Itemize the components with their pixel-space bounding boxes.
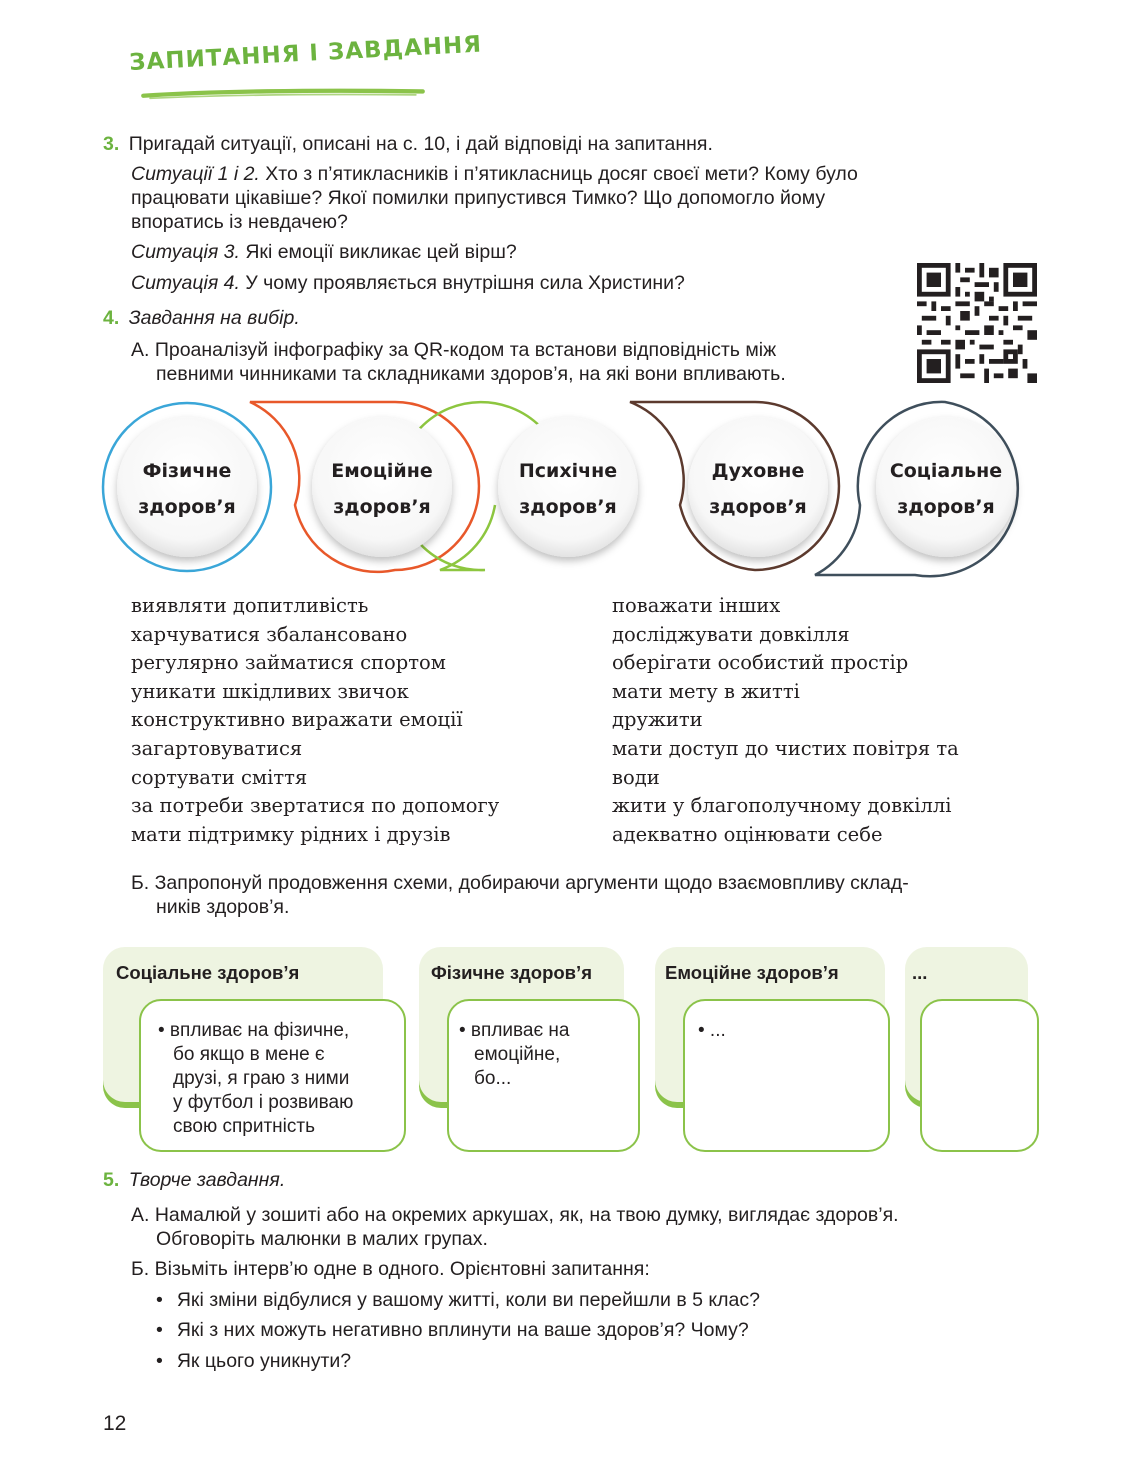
question-item bbox=[156, 1288, 760, 1312]
factor-item: харчуватися збалансовано bbox=[131, 622, 408, 646]
card-line: • впливає на bbox=[459, 1020, 570, 1041]
factor-item: поважати інших bbox=[612, 594, 781, 617]
circle-social-line2: здоров’я bbox=[897, 496, 995, 518]
page-number: 12 bbox=[103, 1412, 127, 1435]
bullet-icon: • bbox=[156, 1350, 163, 1372]
task-5b: Б. Візьміть інтерв’ю одне в одного. Орієнтовні запитання: bbox=[131, 1258, 650, 1280]
factor-item: загартовуватися bbox=[131, 736, 303, 760]
factor-item: оберігати особистий простір bbox=[612, 651, 909, 675]
situation-12-line1: Хто з п’ятикласників і п’ятикласниць досяг своєї мети? Кому було bbox=[259, 163, 858, 185]
situation-12-label: Ситуації 1 і 2. bbox=[131, 163, 260, 185]
situation-12-line2: працювати цікавіше? Якої помилки припустився Тимко? Що допомогло йому bbox=[131, 187, 826, 209]
task-5a-line2: Обговоріть малюнки в малих групах. bbox=[156, 1228, 488, 1250]
card-social-title: Соціальне здоров’я bbox=[116, 962, 300, 983]
factor-item: регулярно займатися спортом bbox=[131, 651, 446, 675]
task-4b-line2: ників здоров’я. bbox=[156, 896, 290, 918]
task-4b-line1: Б. Запропонуй продовження схеми, добираючи аргументи щодо взаємовпливу склад- bbox=[131, 872, 909, 894]
circle-label-psychic bbox=[498, 453, 638, 525]
card-line: свою спритність bbox=[173, 1116, 315, 1137]
circle-social-line1: Соціальне bbox=[889, 460, 1003, 482]
factor-item: води bbox=[612, 765, 660, 789]
task-3-situation-3 bbox=[131, 240, 517, 264]
circle-psychic-line1: Психічне bbox=[518, 460, 618, 482]
task-5-title: Творче завдання. bbox=[128, 1169, 286, 1191]
card-more-body bbox=[920, 999, 1039, 1152]
task-4a bbox=[131, 338, 786, 386]
task-4a-line2: певними чинниками та складниками здоров’я, на які вони впливають. bbox=[156, 363, 786, 385]
question-text: Які з них можуть негативно вплинути на ваше здоров’я? Чому? bbox=[176, 1319, 749, 1341]
circle-label-social bbox=[876, 453, 1016, 525]
task-5 bbox=[103, 1168, 285, 1192]
task-3 bbox=[103, 132, 713, 156]
card-emotional-title: Емоційне здоров’я bbox=[665, 962, 839, 983]
card-physical-title: Фізичне здоров’я bbox=[431, 962, 592, 983]
situation-3-text: Які емоції викликає цей вірш? bbox=[239, 241, 517, 263]
qr-code-icon[interactable] bbox=[917, 263, 1037, 383]
question-text: Які зміни відбулися у вашому житті, коли ви перейшли в 5 клас? bbox=[176, 1289, 760, 1311]
factor-item: мати доступ до чистих повітря та bbox=[612, 736, 959, 760]
card-more-title: ... bbox=[912, 962, 928, 983]
card-social-text bbox=[158, 1019, 398, 1139]
task-4b bbox=[131, 871, 909, 919]
factor-item: мати мету в житті bbox=[612, 679, 800, 703]
task-4 bbox=[103, 306, 300, 330]
question-item bbox=[156, 1318, 749, 1342]
circle-emotional-line1: Емоційне bbox=[331, 460, 433, 482]
bullet-icon: • bbox=[156, 1319, 163, 1341]
factor-item: виявляти допитливість bbox=[131, 594, 369, 617]
circle-label-spiritual bbox=[688, 453, 828, 525]
card-line: емоційне, bbox=[474, 1044, 561, 1065]
bullet-icon: • bbox=[156, 1289, 163, 1311]
circle-label-physical bbox=[117, 453, 257, 525]
factor-item: дружити bbox=[612, 708, 703, 732]
card-line: • впливає на фізичне, bbox=[158, 1020, 350, 1041]
situation-3-label: Ситуація 3. bbox=[131, 241, 240, 263]
task-5-number: 5. bbox=[103, 1169, 120, 1191]
circle-label-emotional bbox=[312, 453, 452, 525]
task-5a-line1: А. Намалюй у зошиті або на окремих аркушах, як, на твою думку, виглядає здоров’я. bbox=[131, 1204, 899, 1226]
factor-item: адекватно оцінювати себе bbox=[612, 822, 883, 846]
question-item bbox=[156, 1349, 351, 1373]
circle-psychic-line2: здоров’я bbox=[519, 496, 617, 518]
factor-item: уникати шкідливих звичок bbox=[131, 679, 409, 703]
task-3-text: Пригадай ситуації, описані на с. 10, і дай відповіді на запитання. bbox=[128, 133, 713, 155]
situation-4-text: У чому проявляється внутрішня сила Христини? bbox=[239, 272, 685, 294]
card-line: • ... bbox=[698, 1020, 726, 1041]
card-line: бо... bbox=[474, 1068, 512, 1089]
situation-4-label: Ситуація 4. bbox=[131, 272, 240, 294]
factors-left-list bbox=[131, 592, 591, 849]
card-emotional-text bbox=[698, 1019, 878, 1043]
circle-physical-line2: здоров’я bbox=[138, 496, 236, 518]
question-text: Як цього уникнути? bbox=[176, 1350, 352, 1372]
task-3-situation-4 bbox=[131, 271, 685, 295]
factor-item: досліджувати довкілля bbox=[612, 622, 850, 646]
factor-item: мати підтримку рідних і друзів bbox=[131, 822, 451, 846]
task-3-number: 3. bbox=[103, 133, 120, 155]
factor-item: конструктивно виражати емоції bbox=[131, 708, 463, 732]
task-4-number: 4. bbox=[103, 307, 120, 329]
situation-12-line3: впоратись із невдачею? bbox=[131, 211, 348, 233]
factor-item: за потреби звертатися по допомогу bbox=[131, 794, 500, 818]
task-4-title: Завдання на вибір. bbox=[128, 307, 300, 329]
card-line: друзі, я граю з ними bbox=[173, 1068, 350, 1089]
card-line: бо якщо в мене є bbox=[173, 1044, 325, 1065]
title-underline bbox=[118, 88, 448, 100]
circle-spiritual-line2: здоров’я bbox=[709, 496, 807, 518]
factor-item: сортувати сміття bbox=[131, 765, 308, 789]
factor-item: жити у благополучному довкіллі bbox=[612, 794, 952, 818]
task-3-situations-12 bbox=[131, 162, 1011, 234]
circle-emotional-line2: здоров’я bbox=[333, 496, 431, 518]
factors-right-list bbox=[612, 592, 1082, 849]
card-physical-text bbox=[459, 1019, 629, 1091]
section-title: ЗАПИТАННЯ І ЗАВДАННЯ bbox=[128, 31, 483, 76]
task-4a-line1: А. Проаналізуй інфографіку за QR-кодом та встанови відповідність між bbox=[131, 339, 777, 361]
task-5a bbox=[131, 1203, 899, 1251]
card-line: у футбол і розвиваю bbox=[173, 1092, 354, 1113]
circle-physical-line1: Фізичне bbox=[142, 460, 232, 482]
circle-spiritual-line1: Духовне bbox=[711, 460, 805, 482]
